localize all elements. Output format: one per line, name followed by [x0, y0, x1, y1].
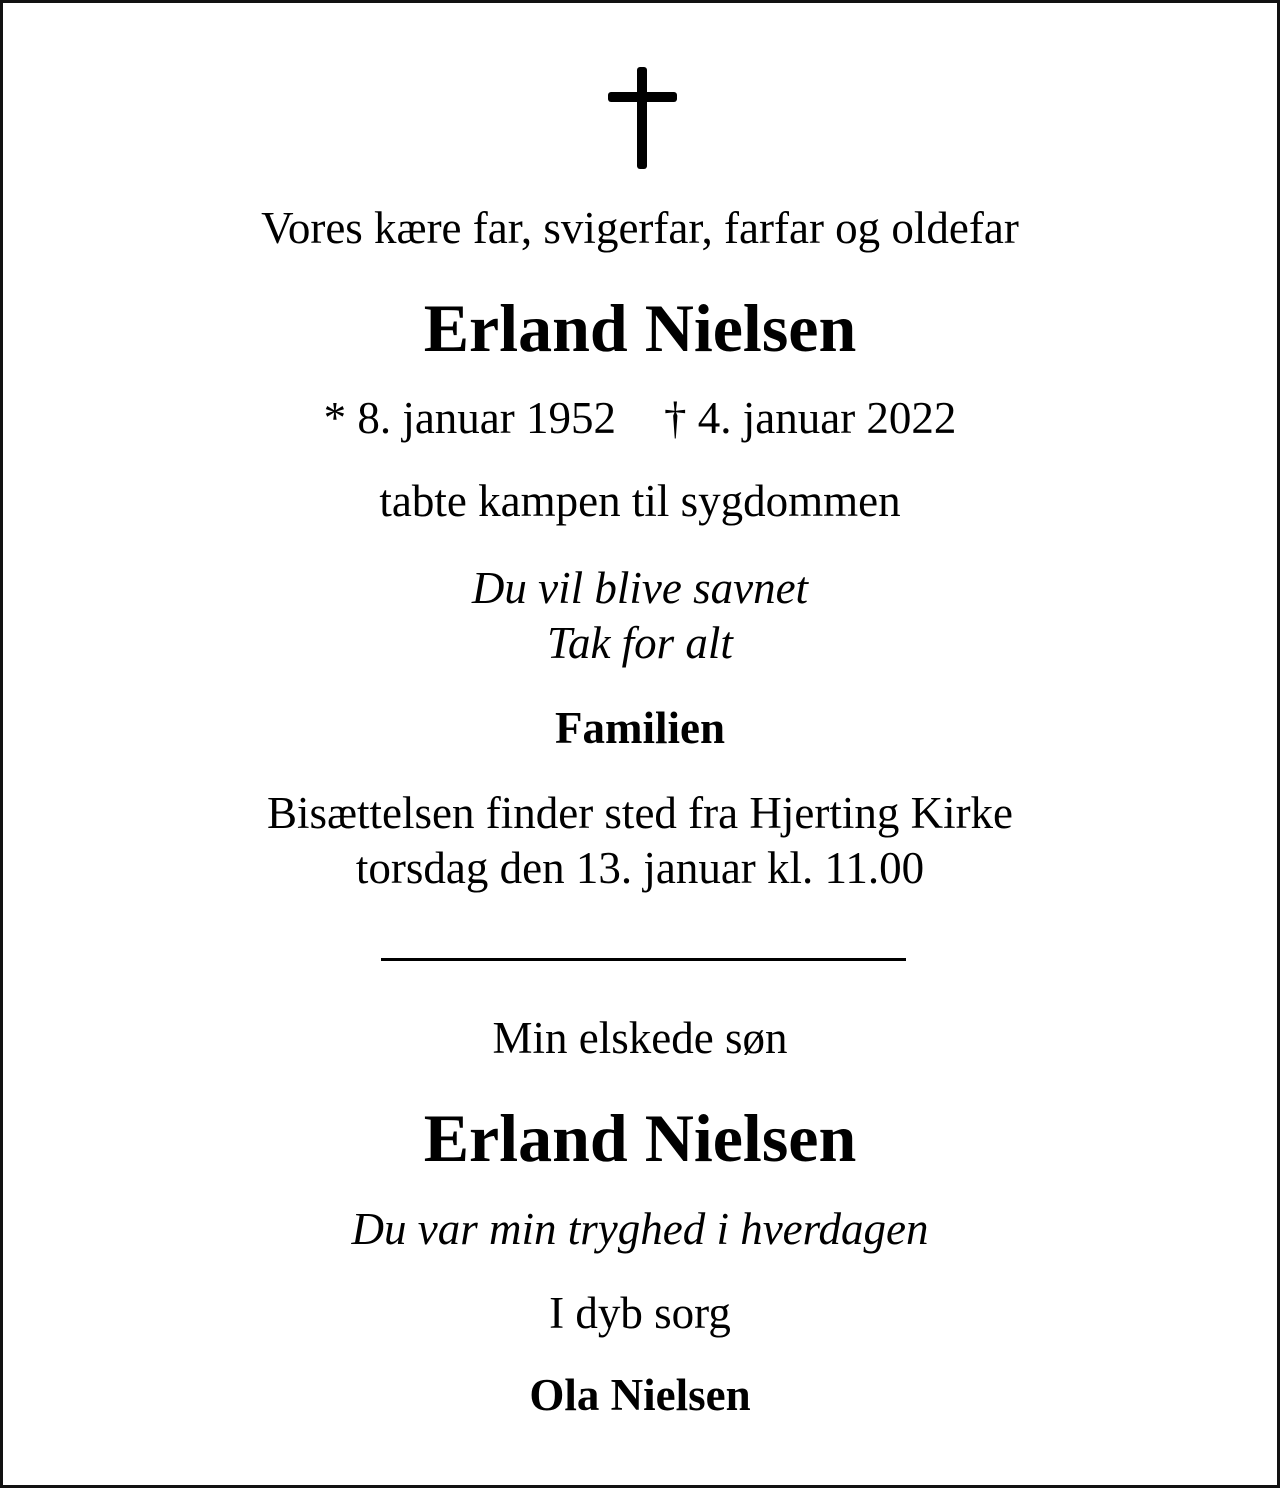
- mourning-text: I dyb sorg: [549, 1288, 731, 1338]
- deceased-name: Erland Nielsen: [423, 290, 857, 366]
- verse-line: Tak for alt: [547, 618, 733, 668]
- life-dates: [3, 393, 1277, 443]
- birth-date: * 8. januar 1952: [323, 393, 616, 443]
- intro-text: Min elskede søn: [492, 1013, 788, 1063]
- funeral-info: Bisættelsen finder sted fra Hjerting Kirke: [266, 788, 1014, 838]
- verse-line: Du var min tryghed i hverdagen: [351, 1204, 929, 1254]
- intro-text: Vores kære far, svigerfar, farfar og oldefar: [261, 203, 1019, 253]
- verse-line: Du vil blive savnet: [471, 563, 809, 613]
- signature: Ola Nielsen: [529, 1370, 751, 1420]
- funeral-info: torsdag den 13. januar kl. 11.00: [355, 843, 925, 893]
- divider: [381, 958, 906, 961]
- signature: Familien: [555, 703, 725, 753]
- death-date: † 4. januar 2022: [664, 393, 957, 443]
- cause-text: tabte kampen til sygdommen: [379, 476, 901, 526]
- deceased-name: Erland Nielsen: [423, 1100, 857, 1176]
